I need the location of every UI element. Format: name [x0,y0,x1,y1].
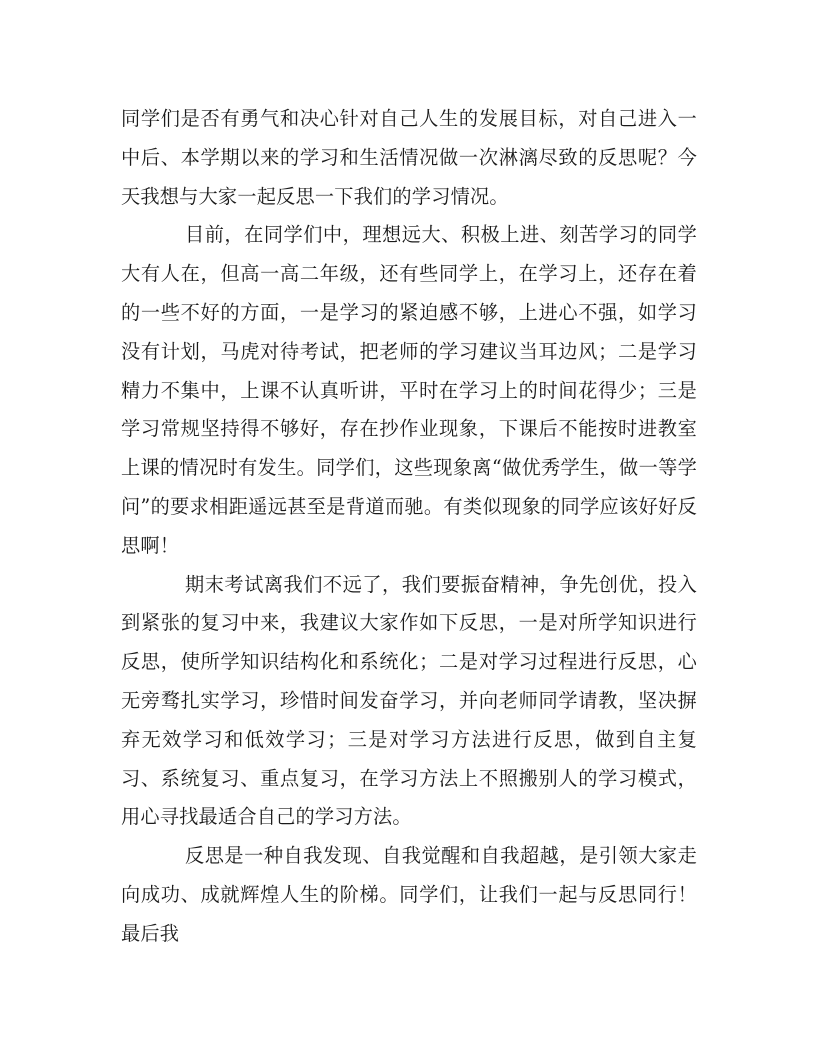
paragraph-2: 目前，在同学们中，理想远大、积极上进、刻苦学习的同学大有人在，但高一高二年级，还有些同学上，在学习上，还存在着的一些不好的方面，一是学习的紧迫感不够，上进心不强，如学习没有计划，马虎对待考试，把老师的学习建议当耳边风；二是学习精力不集中，上课不认真听讲，平时在学习上的时间花得少；三是学习常规坚持得不够好，存在抄作业现象，下课后不能按时进教室上课的情况时有发生。同学们，这些现象离“做优秀学生，做一等学问”的要求相距遥远甚至是背道而驰。有类似现象的同学应该好好反思啊！ [121,223,697,557]
paragraph-1: 同学们是否有勇气和决心针对自己人生的发展目标，对自己进入一中后、本学期以来的学习和生活情况做一次淋漓尽致的反思呢？今天我想与大家一起反思一下我们的学习情况。 [121,107,697,208]
paragraph-4: 反思是一种自我发现、自我觉醒和自我超越，是引领大家走向成功、成就辉煌人生的阶梯。同学们，让我们一起与反思同行！最后我 [121,844,697,945]
paragraph-3: 期末考试离我们不远了，我们要振奋精神，争先创优，投入到紧张的复习中来，我建议大家作如下反思，一是对所学知识进行反思，使所学知识结构化和系统化；二是对学习过程进行反思，心无旁骛扎实学习，珍惜时间发奋学习，并向老师同学请教，坚决摒弃无效学习和低效学习；三是对学习方法进行反思，做到自主复习、系统复习、重点复习，在学习方法上不照搬别人的学习模式，用心寻找最适合自己的学习方法。 [121,572,697,829]
document-body [121,100,697,954]
